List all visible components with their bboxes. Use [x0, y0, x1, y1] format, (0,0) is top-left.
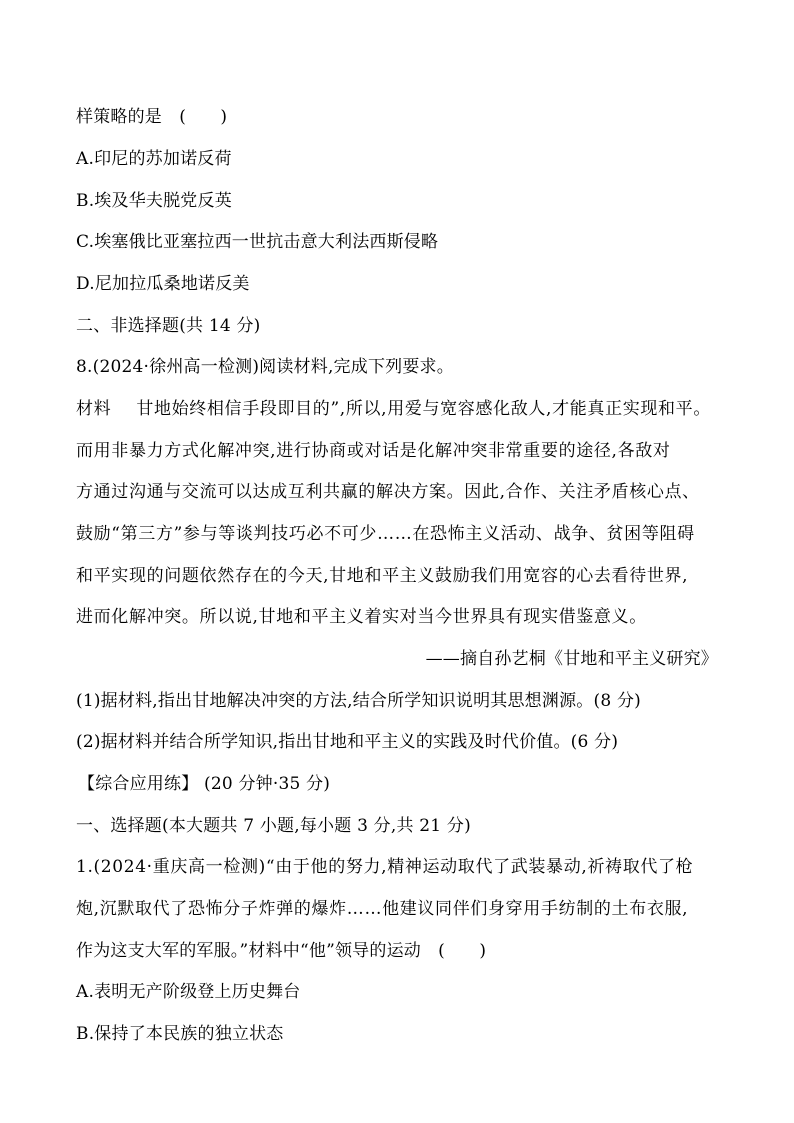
question-8-part-2: (2)据材料并结合所学知识,指出甘地和平主义的实践及时代价值。(6 分): [76, 732, 619, 752]
option-c: C.埃塞俄比亚塞拉西一世抗击意大利法西斯侵略: [76, 232, 439, 252]
question-1-option-a: A.表明无产阶级登上历史舞台: [76, 982, 301, 1002]
section-heading-choice: 一、选择题(本大题共 7 小题,每小题 3 分,共 21 分): [76, 816, 471, 836]
question-1-stem-line-2: 炮,沉默取代了恐怖分子炸弹的爆炸……他建议同伴们身穿用手纺制的土布衣服,: [76, 899, 689, 919]
material-label: 材料: [76, 399, 112, 419]
material-text: 甘地始终相信手段即目的”,所以,用爱与宽容感化敌人,才能真正实现和平。: [136, 399, 711, 419]
material-line-5: 和平实现的问题依然存在的今天,甘地和平主义鼓励我们用宽容的心去看待世界,: [76, 566, 689, 586]
question-1-option-b: B.保持了本民族的独立状态: [76, 1024, 284, 1044]
material-line-4: 鼓励“第三方”参与等谈判技巧必不可少……在恐怖主义活动、战争、贫困等阻碍: [76, 524, 695, 544]
material-line-6: 进而化解冲突。所以说,甘地和平主义着实对当今世界具有现实借鉴意义。: [76, 607, 647, 627]
option-b: B.埃及华夫脱党反英: [76, 191, 232, 211]
question-1-stem-line-3: 作为这支大军的军服。”材料中“他”领导的运动 ( ): [76, 941, 487, 961]
material-line-3: 方通过沟通与交流可以达成互利共赢的解决方案。因此,合作、关注矛盾核心点、: [76, 482, 700, 502]
section-heading-comprehensive: 【综合应用练】 (20 分钟·35 分): [78, 774, 331, 794]
material-source: ——摘自孙艺桐《甘地和平主义研究》: [425, 649, 718, 669]
material-line-1: [76, 398, 711, 420]
question-8-part-1: (1)据材料,指出甘地解决冲突的方法,结合所学知识说明其思想渊源。(8 分): [76, 691, 641, 711]
question-8-stem: 8.(2024·徐州高一检测)阅读材料,完成下列要求。: [76, 357, 454, 377]
material-line-2: 而用非暴力方式化解冲突,进行协商或对话是化解冲突非常重要的途径,各敌对: [76, 441, 671, 461]
question-7-stem-end: 样策略的是 ( ): [76, 107, 228, 127]
question-1-stem-line-1: 1.(2024·重庆高一检测)“由于他的努力,精神运动取代了武装暴动,祈祷取代了枪: [76, 857, 694, 877]
option-a: A.印尼的苏加诺反荷: [76, 149, 232, 169]
option-d: D.尼加拉瓜桑地诺反美: [76, 274, 250, 294]
section-heading-non-choice: 二、非选择题(共 14 分): [76, 316, 261, 336]
